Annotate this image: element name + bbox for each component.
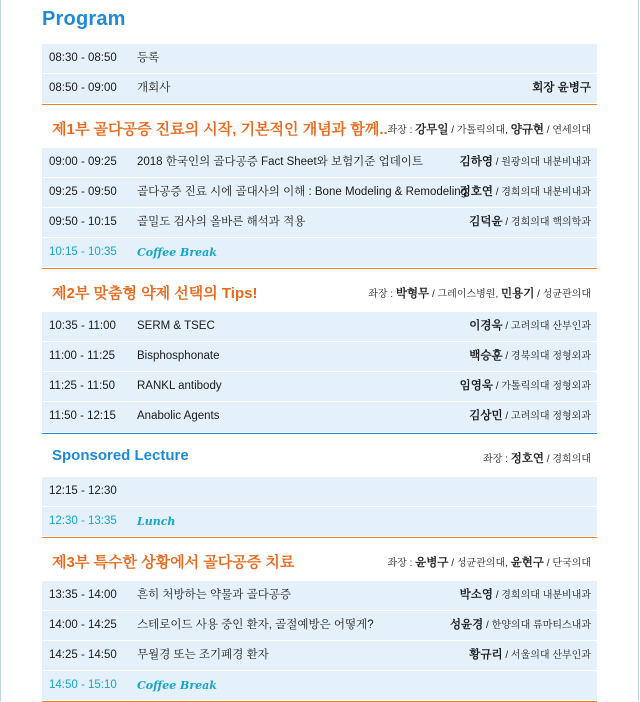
row-speaker: 성윤경 / 한양의대 류마티스내과 bbox=[449, 619, 591, 631]
row-time: 14:25 - 14:50 bbox=[49, 649, 117, 661]
table-row bbox=[42, 178, 597, 208]
table-row bbox=[42, 477, 597, 507]
section-chair: 좌장 : 강무일 / 가톨릭의대, 양규현 / 연세의대 bbox=[387, 124, 591, 136]
row-topic: Lunch bbox=[137, 515, 176, 528]
row-speaker: 김상민 / 고려의대 정형외과 bbox=[469, 410, 591, 422]
table-row bbox=[42, 611, 597, 641]
row-topic: SERM & TSEC bbox=[137, 320, 215, 332]
section-chair: 좌장 : 박형무 / 그레이스병원, 민용기 / 성균관의대 bbox=[368, 288, 591, 300]
row-speaker: 백승훈 / 경북의대 정형외과 bbox=[469, 350, 591, 362]
row-time: 11:25 - 11:50 bbox=[49, 380, 116, 392]
row-time: 14:00 - 14:25 bbox=[49, 619, 117, 631]
row-speaker: 박소영 / 경희의대 내분비내과 bbox=[459, 589, 591, 601]
row-speaker: 이경욱 / 고려의대 산부인과 bbox=[469, 320, 591, 332]
page-title: Program bbox=[42, 8, 126, 30]
row-time: 12:15 - 12:30 bbox=[49, 485, 117, 497]
row-topic: Bisphosphonate bbox=[137, 350, 220, 362]
row-time: 10:35 - 11:00 bbox=[49, 320, 116, 332]
row-time: 12:30 - 13:35 bbox=[49, 515, 117, 527]
table-row bbox=[42, 312, 597, 342]
row-topic: Coffee Break bbox=[137, 246, 217, 259]
row-topic: Anabolic Agents bbox=[137, 410, 220, 422]
row-time: 09:00 - 09:25 bbox=[49, 156, 117, 168]
row-time: 11:50 - 12:15 bbox=[49, 410, 116, 422]
row-topic: 개회사 bbox=[137, 82, 171, 94]
section-header-part1 bbox=[42, 104, 597, 148]
table-row bbox=[42, 581, 597, 611]
row-time: 11:00 - 11:25 bbox=[49, 350, 116, 362]
table-row bbox=[42, 44, 597, 74]
section-chair: 좌장 : 윤병구 / 성균관의대, 윤현구 / 단국의대 bbox=[387, 557, 591, 569]
break-row bbox=[42, 238, 597, 268]
row-topic: 2018 한국인의 골다공증 Fact Sheet와 보험기준 업데이트 bbox=[137, 156, 424, 168]
row-topic: RANKL antibody bbox=[137, 380, 222, 392]
row-topic: 무월경 또는 조기폐경 환자 bbox=[137, 649, 269, 661]
row-speaker: 김하영 / 원광의대 내분비내과 bbox=[459, 156, 591, 168]
section-header-part2 bbox=[42, 268, 597, 312]
row-topic: Coffee Break bbox=[137, 679, 217, 692]
section-header-part3 bbox=[42, 537, 597, 581]
section-title: 제3부 특수한 상황에서 골다공증 치료 bbox=[52, 554, 295, 571]
row-speaker: 회장 윤병구 bbox=[532, 82, 591, 94]
section-title: 제2부 맞춤형 약제 선택의 Tips! bbox=[52, 285, 258, 302]
row-time: 14:50 - 15:10 bbox=[49, 679, 117, 691]
row-topic: 스테로이드 사용 중인 환자, 골절예방은 어떻게? bbox=[137, 619, 374, 631]
row-speaker: 김덕윤 / 경희의대 핵의학과 bbox=[469, 216, 591, 228]
section-title: 제1부 골다공증 진료의 시작, 기본적인 개념과 함께.. bbox=[52, 121, 388, 138]
table-row bbox=[42, 372, 597, 402]
row-topic: 골다공증 진료 시에 골대사의 이해 : Bone Modeling & Remodeling bbox=[137, 186, 468, 198]
row-topic: 골밀도 검사의 올바른 해석과 적용 bbox=[137, 216, 306, 228]
section-header-sponsored bbox=[42, 433, 597, 477]
table-row bbox=[42, 402, 597, 433]
row-topic: 흔히 처방하는 약물과 골다공증 bbox=[137, 589, 292, 601]
row-time: 09:25 - 09:50 bbox=[49, 186, 117, 198]
row-time: 08:50 - 09:00 bbox=[49, 82, 117, 94]
section-chair: 좌장 : 정호연 / 경희의대 bbox=[483, 453, 591, 465]
table-row bbox=[42, 148, 597, 178]
table-row bbox=[42, 208, 597, 238]
row-topic: 등록 bbox=[137, 52, 160, 64]
row-time: 09:50 - 10:15 bbox=[49, 216, 117, 228]
table-row bbox=[42, 74, 597, 104]
row-time: 08:30 - 08:50 bbox=[49, 52, 117, 64]
row-time: 10:15 - 10:35 bbox=[49, 246, 117, 258]
row-speaker: 임영욱 / 가톨릭의대 정형외과 bbox=[459, 380, 591, 392]
row-time: 13:35 - 14:00 bbox=[49, 589, 117, 601]
table-row bbox=[42, 342, 597, 372]
break-row bbox=[42, 671, 597, 701]
table-row bbox=[42, 641, 597, 671]
break-row bbox=[42, 507, 597, 537]
row-speaker: 정호연 / 경희의대 내분비내과 bbox=[459, 186, 591, 198]
row-speaker: 황규리 / 서울의대 산부인과 bbox=[469, 649, 591, 661]
program-table bbox=[42, 44, 597, 702]
section-title: Sponsored Lecture bbox=[52, 447, 189, 464]
